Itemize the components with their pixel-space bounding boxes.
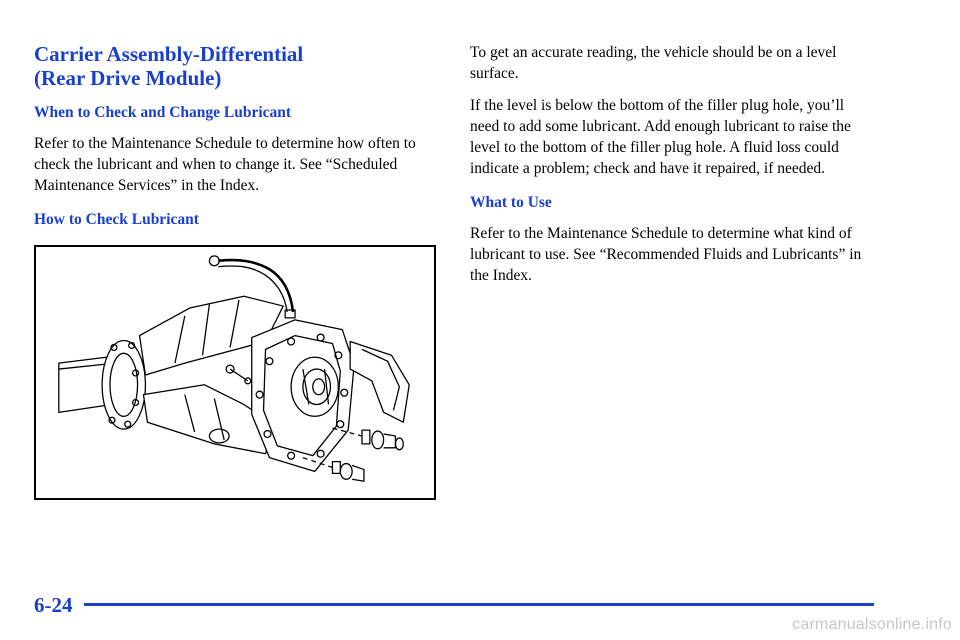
subheading-what-to-use: What to Use <box>470 194 552 211</box>
subheading-how-to-check: How to Check Lubricant <box>34 211 199 228</box>
right-column <box>470 42 870 286</box>
section-title <box>34 42 442 90</box>
differential-illustration <box>34 245 436 500</box>
section-title-line-1: Carrier Assembly-Differential <box>34 42 304 66</box>
watermark: carmanualsonline.info <box>792 616 952 633</box>
paragraph-level-surface: To get an accurate reading, the vehicle should be on a level surface. <box>470 44 837 82</box>
subheading-when-to-check: When to Check and Change Lubricant <box>34 104 292 121</box>
rear-drive-module-drawing <box>36 247 434 498</box>
paragraph-maintenance-schedule: Refer to the Maintenance Schedule to determine how often to check the lubricant and when to change it. See “Scheduled Maintenance Services” in the Index. <box>34 135 416 194</box>
page-number: 6-24 <box>34 593 73 617</box>
footer-rule <box>84 603 874 606</box>
section-title-line-2: (Rear Drive Module) <box>34 66 222 90</box>
left-column <box>34 42 442 230</box>
paragraph-kind-of-lubricant: Refer to the Maintenance Schedule to determine what kind of lubricant to use. See “Recommended Fluids and Lubricants” in the Index. <box>470 225 862 284</box>
paragraph-below-filler-plug: If the level is below the bottom of the filler plug hole, you’ll need to add some lubricant. Add enough lubricant to raise the level to the bottom of the filler plug hole. A fluid loss could indicate a problem; check and have it repaired, if needed. <box>470 97 851 177</box>
